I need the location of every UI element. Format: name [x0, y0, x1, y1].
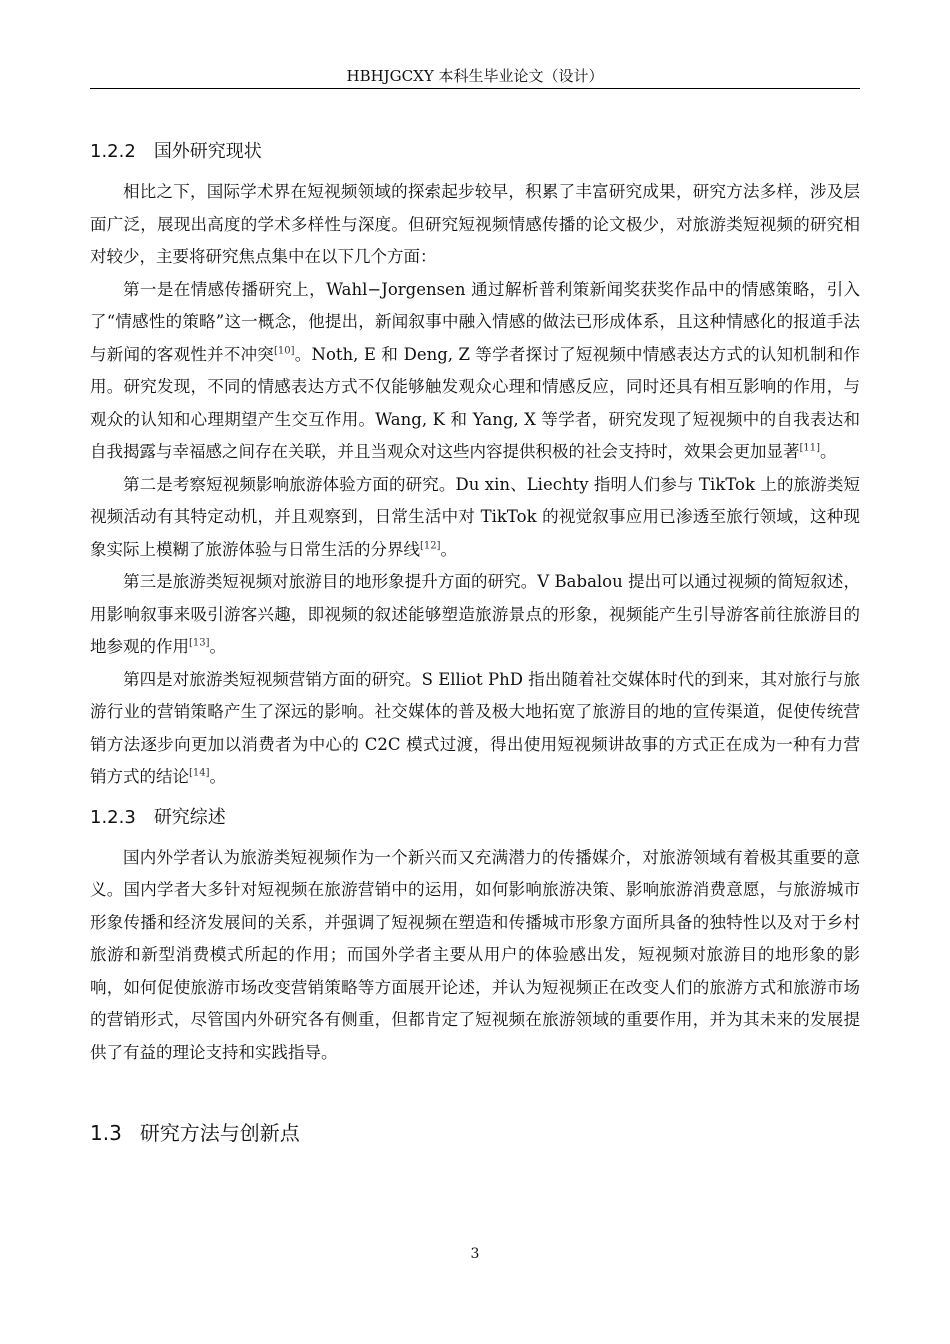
paragraph-first-aspect [90, 274, 860, 469]
paragraph-text: 。Noth, E 和 Deng, Z 等学者探讨了短视频中情感表达方式的认知机制和作用。研究发现，不同的情感表达方式不仅能够触发观众心理和情感反应，同时还具有相互影响的作用，与观众的认知和心理期望产生交互作用。Wang, K 和 Yang, X 等学者，研究发现了短视频中的自我表达和自我揭露与幸福感之间存在关联，并且当观众对这些内容提供积极的社会支持时，效果会更加显著 [90, 344, 860, 461]
paragraph-second-aspect [90, 469, 860, 567]
running-header [90, 64, 860, 89]
citation-ref-11[interactable]: [11] [799, 442, 821, 454]
section-spacer [90, 1069, 860, 1103]
citation-ref-12[interactable]: [12] [420, 540, 441, 551]
paragraph-text: 。 [440, 539, 458, 559]
paragraph-intro: 相比之下，国际学术界在短视频领域的探索起步较早，积累了丰富研究成果，研究方法多样，涉及层面广泛，展现出高度的学术多样性与深度。但研究短视频情感传播的论文极少，对旅游类短视频的研究相对较少，主要将研究焦点集中在以下几个方面： [90, 182, 860, 266]
citation-ref-13[interactable]: [13] [189, 637, 210, 649]
citation-ref-10[interactable]: [10] [274, 345, 295, 356]
paragraph-text: 。 [209, 767, 227, 786]
paragraph-text: 第一是在情感传播研究上，Wahl−Jorgensen 通过解析普利策新闻奖获奖作品中的情感策略，引入了“情感性的策略”这一概念，他提出，新闻叙事中融入情感的做法已形成体系，且这种情感化的报道手法与新闻的客观性并不冲突 [90, 279, 860, 364]
section-title: 国外研究现状 [153, 141, 262, 162]
paragraph-text: 第三是旅游类短视频对旅游目的地形象提升方面的研究。V Babalou 提出可以通过视频的简短叙述，用影响叙事来吸引游客兴趣，即视频的叙述能够塑造旅游景点的形象，视频能产生引导游客前往旅游目的地参观的作用 [90, 572, 860, 656]
page-number: 3 [470, 1246, 480, 1262]
section-heading-1-3 [90, 1103, 860, 1163]
section-title: 研究方法与创新点 [139, 1121, 300, 1145]
section-heading-1-2-2 [90, 128, 860, 176]
paragraph-text: 第四是对旅游类短视频营销方面的研究。S Elliot PhD 指出随着社交媒体时代的到来，其对旅行与旅游行业的营销策略产生了深远的影响。社交媒体的普及极大地拓宽了旅游目的地的宣传渠道，促使传统营销方法逐步向更加以消费者为中心的 C2C 模式过渡，得出使用短视频讲故事的方式正在成为一种有力营销方式的结论 [90, 669, 860, 786]
section-number: 1.3 [90, 1121, 122, 1145]
page-body [90, 128, 860, 1163]
paragraph-review-summary: 国内外学者认为旅游类短视频作为一个新兴而又充满潜力的传播媒介，对旅游领域有着极其重要的意义。国内学者大多针对短视频在旅游营销中的运用，如何影响旅游决策、影响旅游消费意愿，与旅游城市形象传播和经济发展间的关系，并强调了短视频在塑造和传播城市形象方面所具备的独特性以及对于乡村旅游和新型消费模式所起的作用；而国外学者主要从用户的体验感出发，短视频对旅游目的地形象的影响，如何促使旅游市场改变营销策略等方面展开论述，并认为短视频正在改变人们的旅游方式和旅游市场的营销形式，尽管国内外研究各有侧重，但都肯定了短视频在旅游领域的重要作用，并为其未来的发展提供了有益的理论支持和实践指导。 [90, 847, 860, 1062]
paragraph-text: 第二是考察短视频影响旅游体验方面的研究。Du xin、Liechty 指明人们参与 TikTok 上的旅游类短视频活动有其特定动机，并且观察到，日常生活中对 TikTok 的视觉叙事应用已渗透至旅行领域，这种现象实际上模糊了旅游体验与日常生活的分界线 [90, 474, 860, 559]
running-header-text: HBHJGCXY 本科生毕业论文（设计） [346, 67, 604, 85]
paragraph-text: 。 [820, 442, 837, 461]
section-title: 研究综述 [153, 806, 226, 828]
section-number: 1.2.3 [90, 806, 136, 828]
section-heading-1-2-3 [90, 794, 860, 842]
citation-ref-14[interactable]: [14] [189, 767, 210, 779]
paragraph-third-aspect [90, 566, 860, 664]
section-number: 1.2.2 [90, 141, 136, 162]
paragraph-fourth-aspect [90, 664, 860, 794]
paragraph-text: 。 [209, 637, 227, 656]
